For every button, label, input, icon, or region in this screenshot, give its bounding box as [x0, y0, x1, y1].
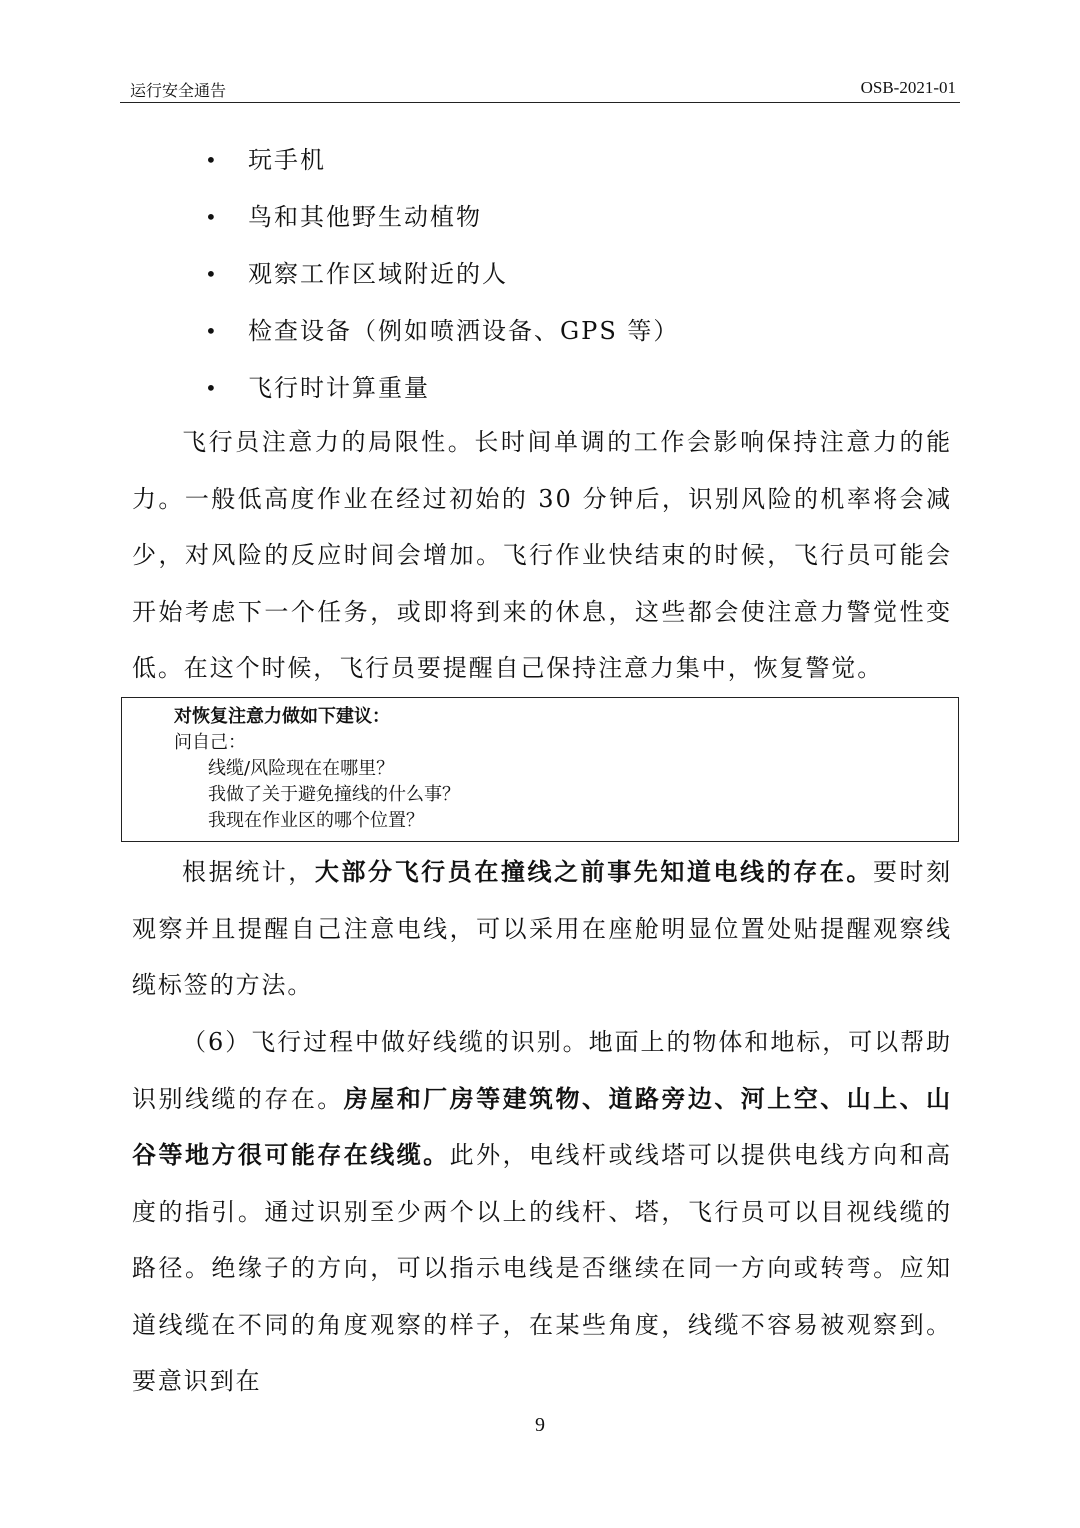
bullet-icon: •	[205, 205, 219, 229]
bullet-icon: •	[205, 148, 219, 172]
advice-title: 对恢复注意力做如下建议：	[174, 706, 390, 727]
page-number: 9	[535, 1414, 545, 1436]
paragraph-statistics: 根据统计，大部分飞行员在撞线之前事先知道电线的存在。要时刻观察并且提醒自己注意电线，可以采用在座舱明显位置处贴提醒观察线缆标签的方法。	[132, 857, 953, 999]
header-title: 运行安全通告	[130, 81, 227, 100]
header-doc-number: OSB-2021-01	[860, 78, 956, 97]
page-header	[120, 76, 960, 103]
paragraph-cable-identification: （6）飞行过程中做好线缆的识别。地面上的物体和地标，可以帮助识别线缆的存在。房屋和厂房等建筑物、道路旁边、河上空、山上、山谷等地方很可能存在线缆。此外，电线杆或线塔可以提供电线方向和高度的指引。通过识别至少两个以上的线杆、塔，飞行员可以目视线缆的路径。绝缘子的方向，可以指示电线是否继续在同一方向或转弯。应知道线缆在不同的角度观察的样子，在某些角度，线缆不容易被观察到。要意识到在	[132, 1028, 952, 1395]
bullet-icon: •	[205, 319, 219, 343]
advice-ask: 问自己：	[174, 732, 246, 753]
advice-question: 我做了关于避免撞线的什么事？	[208, 784, 460, 805]
paragraph-attention-limits: 飞行员注意力的局限性。长时间单调的工作会影响保持注意力的能力。一般低高度作业在经过初始的 30 分钟后，识别风险的机率将会减少，对风险的反应时间会增加。飞行作业快结束的时候，飞行员可能会开始考虑下一个任务，或即将到来的休息，这些都会使注意力警觉性变低。在这个时候，飞行员要提醒自己保持注意力集中，恢复警觉。	[132, 428, 952, 682]
advice-question: 我现在作业区的哪个位置？	[208, 810, 424, 831]
bullet-icon: •	[205, 376, 219, 400]
advice-question: 线缆/风险现在在哪里？	[208, 758, 395, 779]
advice-box	[121, 697, 959, 842]
bullet-icon: •	[205, 262, 219, 286]
